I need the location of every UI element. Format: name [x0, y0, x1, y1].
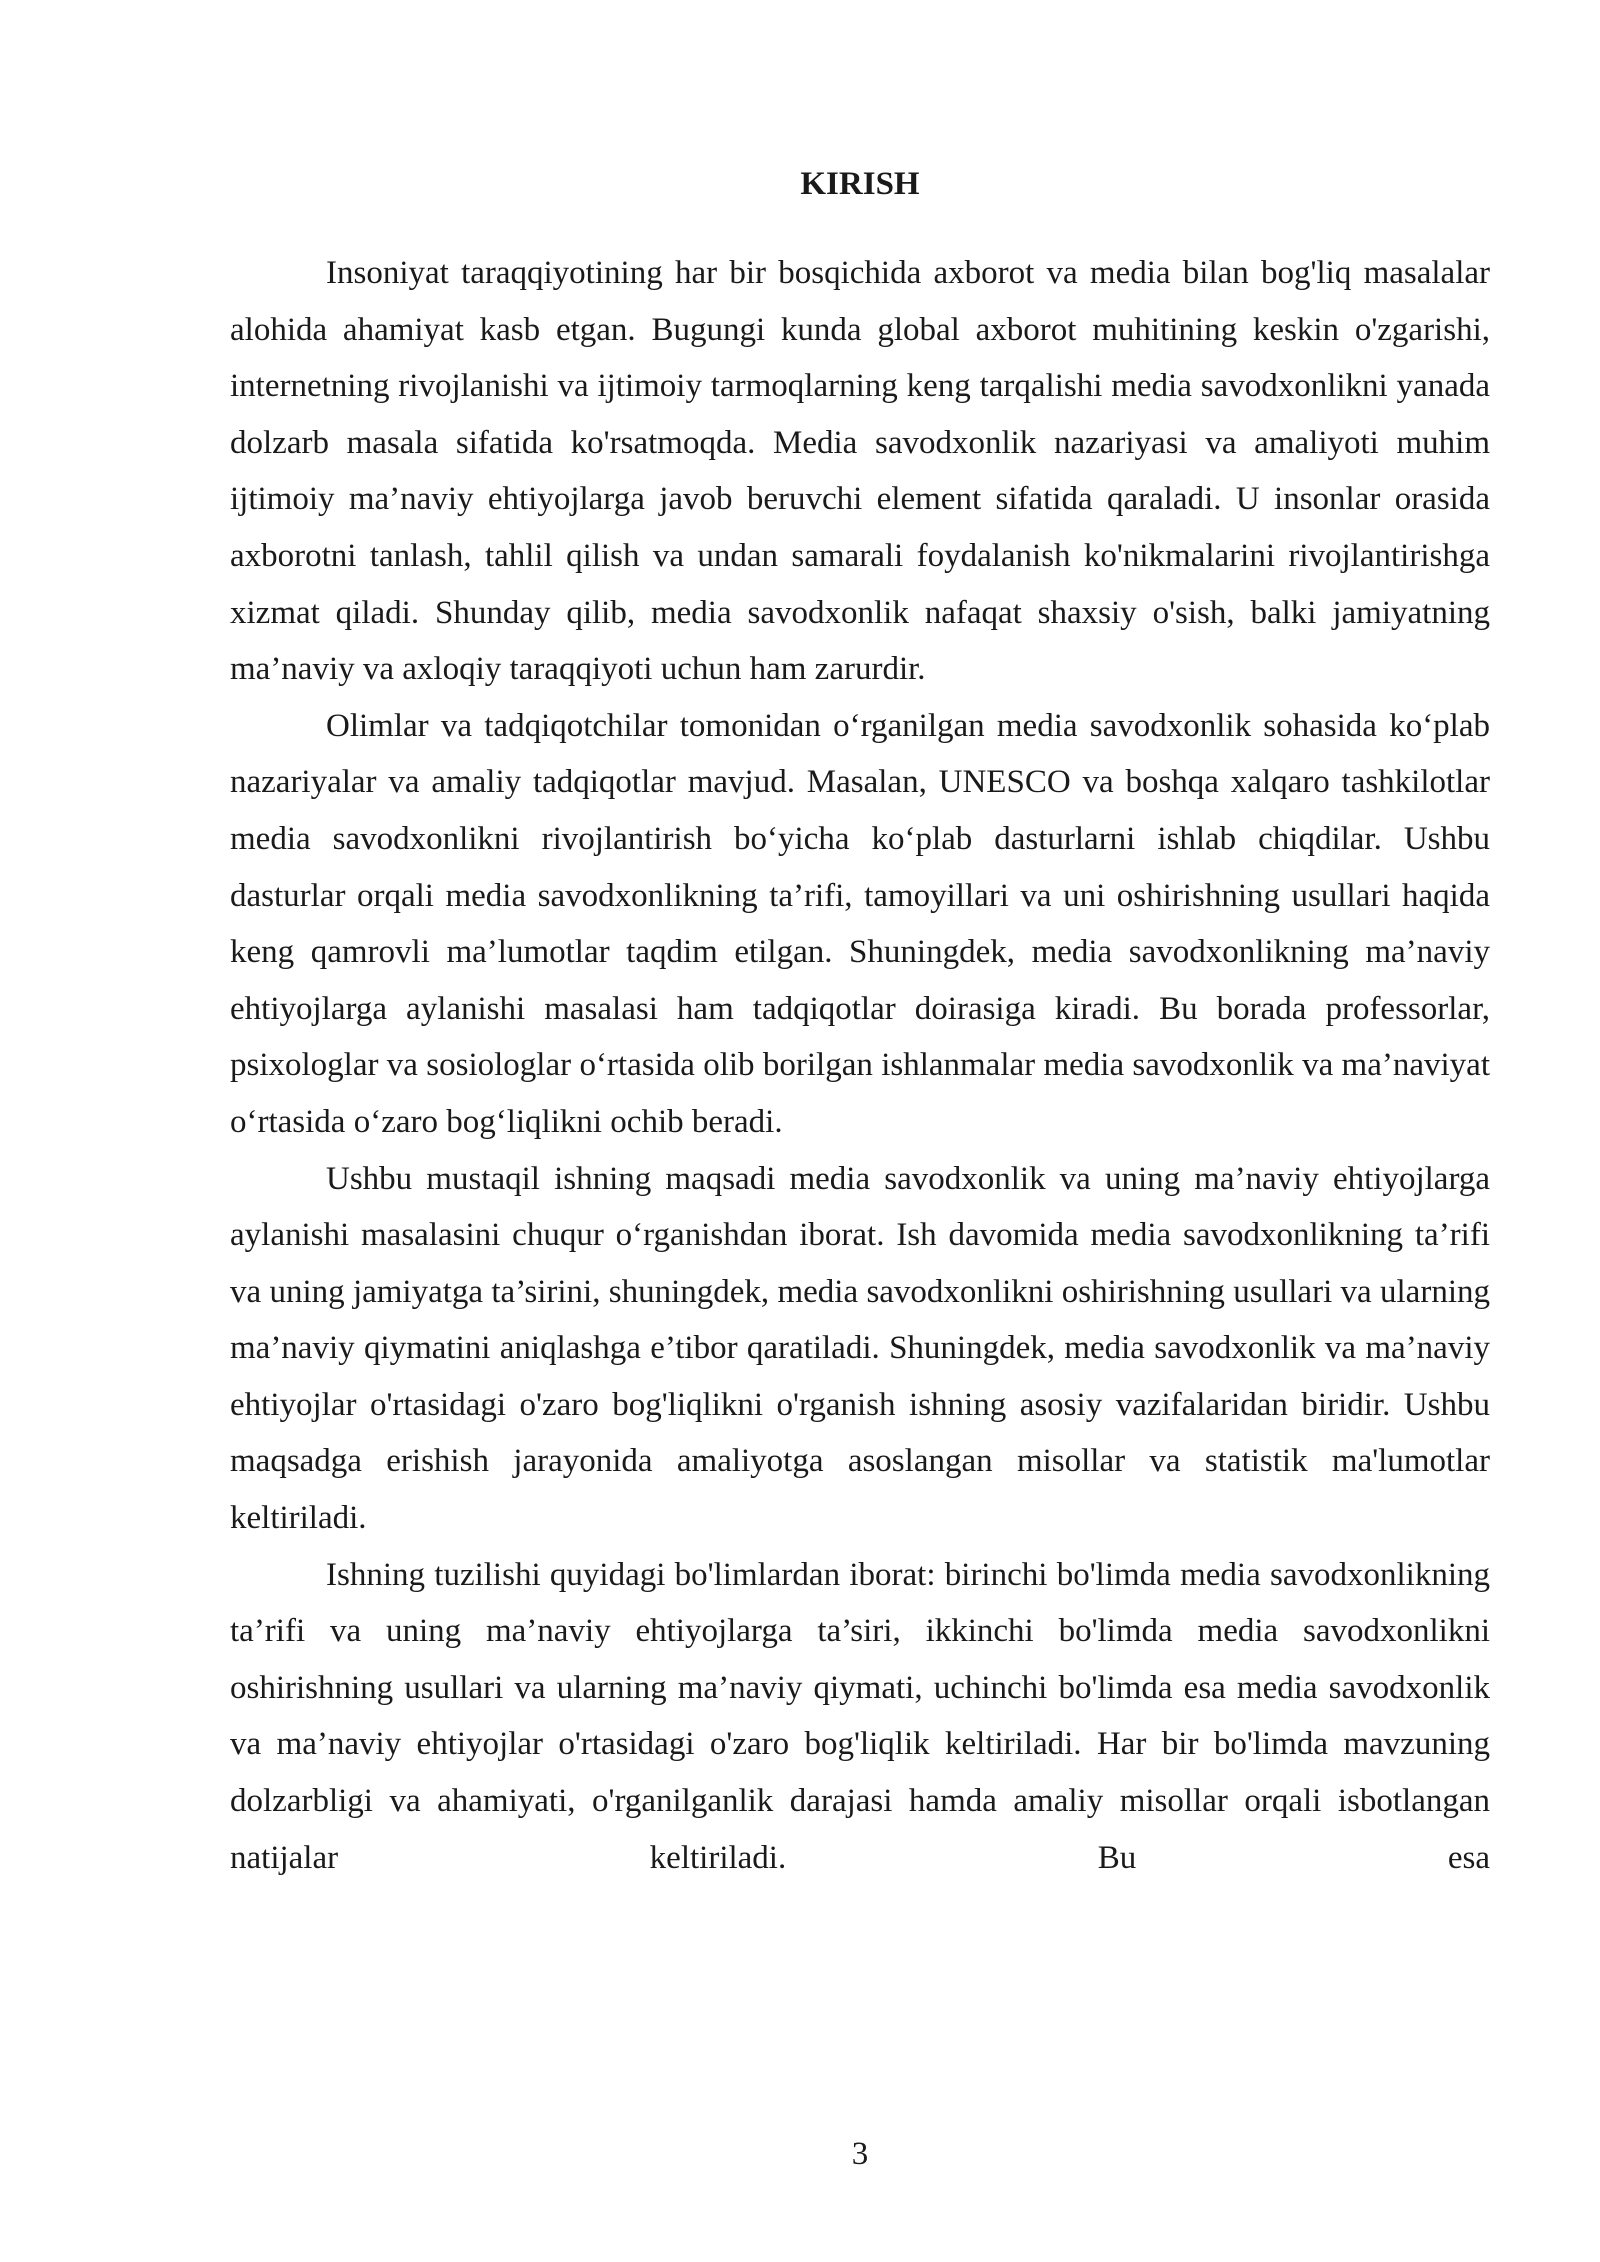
paragraph: Ishning tuzilishi quyidagi bo'limlardan iborat: birinchi bo'limda media savodxonlikning ta’rifi va uning ma’naviy ehtiyojlarga ta’siri, ikkinchi bo'limda media savodxonlikni oshirishning usullari va ularning ma’naviy qiymati, uchinchi bo'limda esa media savodxonlik va ma’naviy ehtiyojlar o'rtasidagi o'zaro bog'liqlik keltiriladi. Har bir bo'limda mavzuning dolzarbligi va ahamiyati, o'rganilganlik darajasi hamda amaliy misollar orqali isbotlangan natijalar keltiriladi. Bu esa	[230, 1556, 1490, 1876]
page-number: 3	[851, 2136, 869, 2172]
paragraph: Olimlar va tadqiqotchilar tomonidan o‘rganilgan media savodxonlik sohasida ko‘plab nazariyalar va amaliy tadqiqotlar mavjud. Masalan, UNESCO va boshqa xalqaro tashkilotlar media savodxonlikni rivojlantirish bo‘yicha ko‘plab dasturlarni ishlab chiqdilar. Ushbu dasturlar orqali media savodxonlikning ta’rifi, tamoyillari va uni oshirishning usullari haqida keng qamrovli ma’lumotlar taqdim etilgan. Shuningdek, media savodxonlikning ma’naviy ehtiyojlarga aylanishi masalasi ham tadqiqotlar doirasiga kiradi. Bu borada professorlar, psixologlar va sosiologlar o‘rtasida olib borilgan ishlanmalar media savodxonlik va ma’naviyat o‘rtasida o‘zaro bog‘liqlikni ochib beradi.	[230, 707, 1490, 1140]
paragraph: Ushbu mustaqil ishning maqsadi media savodxonlik va uning ma’naviy ehtiyojlarga aylanishi masalasini chuqur o‘rganishdan iborat. Ish davomida media savodxonlikning ta’rifi va uning jamiyatga ta’sirini, shuningdek, media savodxonlikni oshirishning usullari va ularning ma’naviy qiymatini aniqlashga e’tibor qaratiladi. Shuningdek, media savodxonlik va ma’naviy ehtiyojlar o'rtasidagi o'zaro bog'liqlikni o'rganish ishning asosiy vazifalaridan biridir. Ushbu maqsadga erishish jarayonida amaliyotga asoslangan misollar va statistik ma'lumotlar keltiriladi.	[230, 1160, 1490, 1537]
body-text	[230, 245, 1490, 1886]
paragraph: Insoniyat taraqqiyotining har bir bosqichida axborot va media bilan bog'liq masalalar alohida ahamiyat kasb etgan. Bugungi kunda global axborot muhitining keskin o'zgarishi, internetning rivojlanishi va ijtimoiy tarmoqlarning keng tarqalishi media savodxonlikni yanada dolzarb masala sifatida ko'rsatmoqda. Media savodxonlik nazariyasi va amaliyoti muhim ijtimoiy ma’naviy ehtiyojlarga javob beruvchi element sifatida qaraladi. U insonlar orasida axborotni tanlash, tahlil qilish va undan samarali foydalanish ko'nikmalarini rivojlantirishga xizmat qiladi. Shunday qilib, media savodxonlik nafaqat shaxsiy o'sish, balki jamiyatning ma’naviy va axloqiy taraqqiyoti uchun ham zarurdir.	[230, 255, 1490, 688]
section-heading: KIRISH	[800, 166, 920, 202]
